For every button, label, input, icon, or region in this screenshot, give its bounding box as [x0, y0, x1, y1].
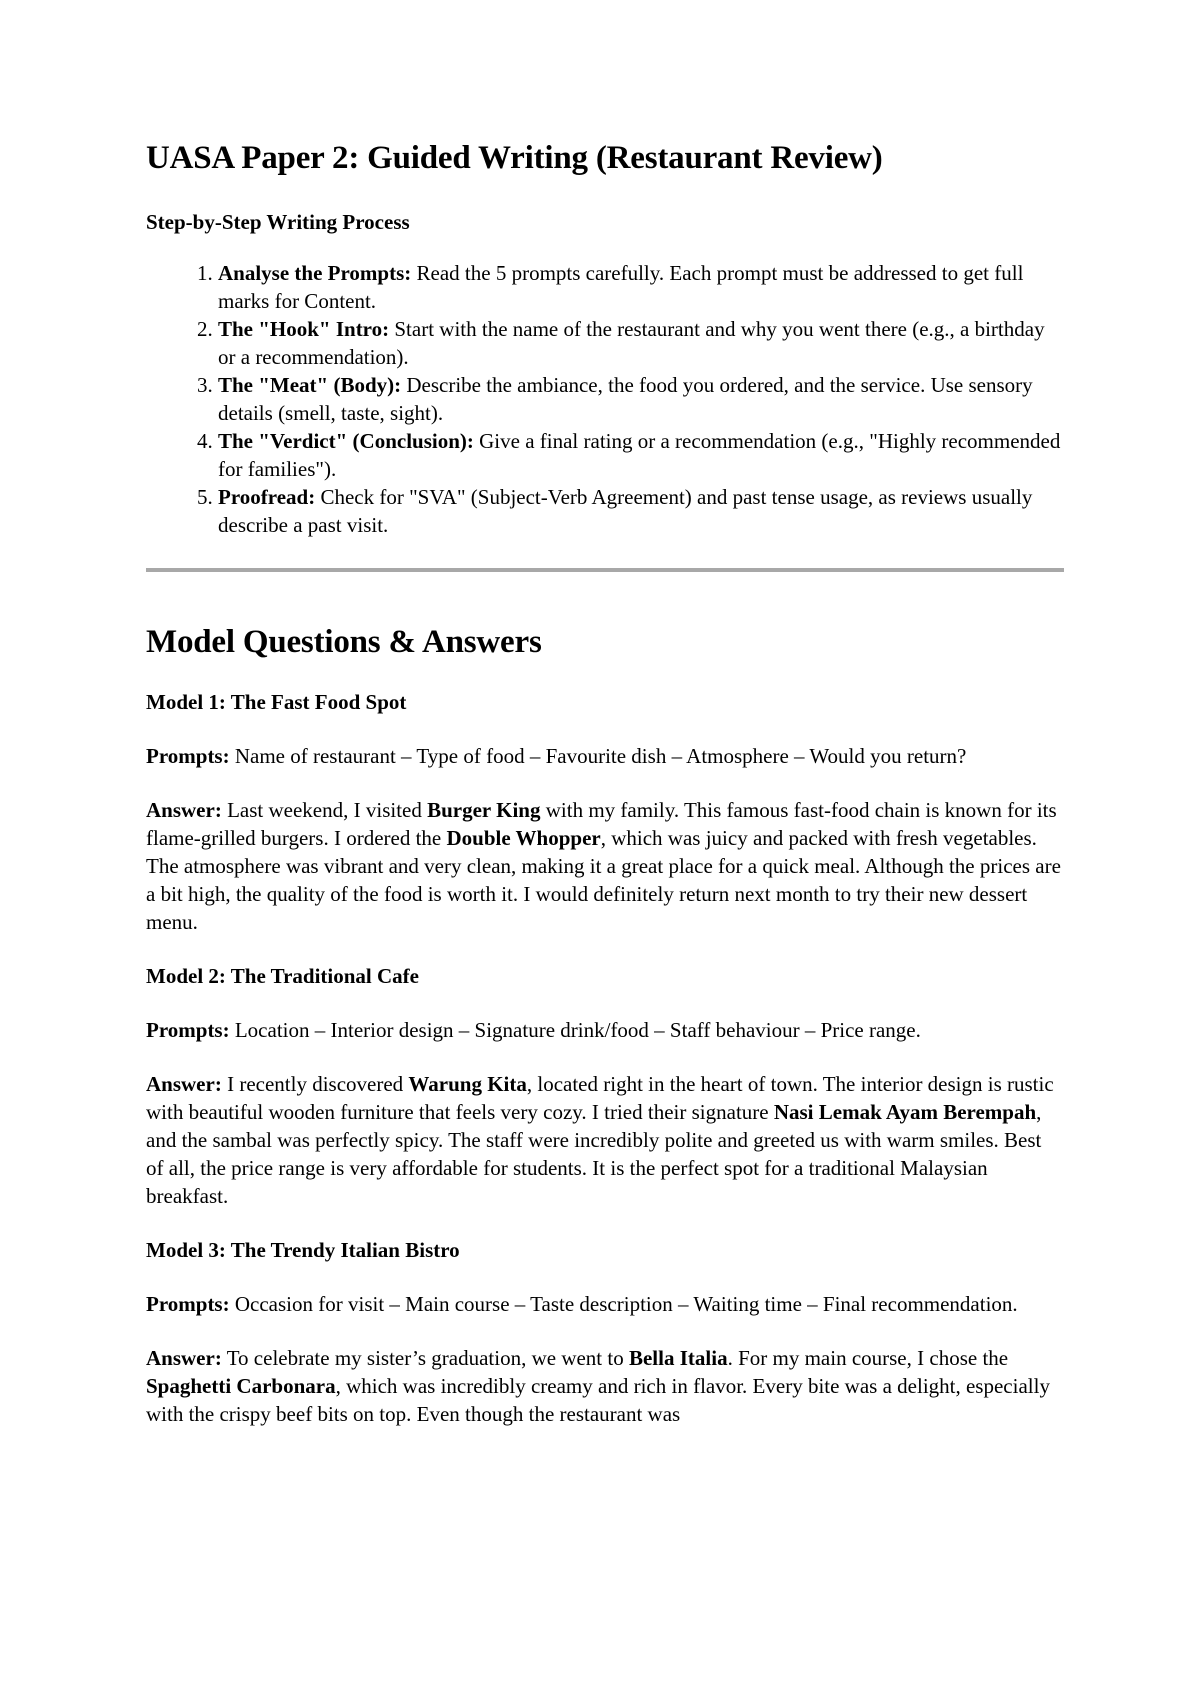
answer-text: I recently discovered	[221, 1071, 409, 1096]
process-heading: Step-by-Step Writing Process	[146, 209, 410, 234]
step-text: Describe the ambiance, the food you ordered, and the service. Use sensory details (smell, taste, sight).	[218, 372, 1033, 425]
step-text: Check for "SVA" (Subject-Verb Agreement) and past tense usage, as reviews usually describe a past visit.	[218, 484, 1033, 537]
answer-text: , located right in the heart of town. The interior design is rustic with beautiful wooden furniture that feels very cozy. I tried their signature	[146, 1071, 1054, 1124]
model-1-answer	[146, 796, 1064, 936]
step-label: The "Hook" Intro:	[218, 316, 390, 341]
list-item	[218, 371, 1064, 427]
horizontal-divider	[146, 568, 1064, 572]
answer-highlight: Nasi Lemak Ayam Berempah	[773, 1099, 1037, 1124]
answer-highlight: Bella Italia	[628, 1345, 728, 1370]
prompts-text: Name of restaurant – Type of food – Favourite dish – Atmosphere – Would you return?	[229, 743, 967, 768]
model-3-prompts	[146, 1290, 1064, 1318]
list-item	[218, 483, 1064, 539]
model-1-prompts	[146, 742, 1064, 770]
answer-text: , which was juicy and packed with fresh vegetables. The atmosphere was vibrant and very clean, making it a great place for a quick meal. Although the prices are a bit high, the quality of the food is worth it. I would definitely return next month to try their new dessert menu.	[146, 825, 1061, 934]
prompts-text: Occasion for visit – Main course – Taste description – Waiting time – Final recommendation.	[229, 1291, 1018, 1316]
step-text: Start with the name of the restaurant and why you went there (e.g., a birthday or a recommendation).	[218, 316, 1045, 369]
prompts-label: Prompts:	[146, 743, 230, 768]
model-3-answer	[146, 1344, 1064, 1428]
model-2-answer	[146, 1070, 1064, 1210]
step-text: Read the 5 prompts carefully. Each prompt must be addressed to get full marks for Content.	[218, 260, 1024, 313]
list-item	[218, 427, 1064, 483]
list-item	[218, 315, 1064, 371]
step-label: The "Meat" (Body):	[218, 372, 402, 397]
step-text: Give a final rating or a recommendation (e.g., "Highly recommended for families").	[218, 428, 1061, 481]
models-heading: Model Questions & Answers	[146, 623, 542, 660]
step-label: Analyse the Prompts:	[218, 260, 412, 285]
answer-text: , which was incredibly creamy and rich in flavor. Every bite was a delight, especially with the crispy beef bits on top. Even though the restaurant was	[146, 1373, 1050, 1426]
answer-text: Last weekend, I visited	[221, 797, 428, 822]
answer-text: To celebrate my sister’s graduation, we went to	[221, 1345, 629, 1370]
answer-highlight: Burger King	[427, 797, 541, 822]
model-1-title: Model 1: The Fast Food Spot	[146, 689, 407, 714]
model-2-title: Model 2: The Traditional Cafe	[146, 963, 419, 988]
model-3-title: Model 3: The Trendy Italian Bistro	[146, 1237, 460, 1262]
answer-highlight: Spaghetti Carbonara	[146, 1373, 336, 1398]
list-item	[218, 259, 1064, 315]
prompts-label: Prompts:	[146, 1017, 230, 1042]
prompts-label: Prompts:	[146, 1291, 230, 1316]
answer-text: with my family. This famous fast-food chain is known for its flame-grilled burgers. I ordered the	[146, 797, 1057, 850]
document-title: UASA Paper 2: Guided Writing (Restaurant Review)	[146, 140, 883, 176]
model-2-prompts	[146, 1016, 1064, 1044]
document-page	[146, 140, 1064, 1428]
process-steps-list	[146, 259, 1064, 539]
prompts-text: Location – Interior design – Signature drink/food – Staff behaviour – Price range.	[229, 1017, 921, 1042]
answer-highlight: Double Whopper	[446, 825, 601, 850]
answer-label: Answer:	[146, 1071, 222, 1096]
answer-label: Answer:	[146, 797, 222, 822]
step-label: The "Verdict" (Conclusion):	[218, 428, 474, 453]
answer-text: . For my main course, I chose the	[727, 1345, 1009, 1370]
answer-text: , and the sambal was perfectly spicy. The staff were incredibly polite and greeted us with warm smiles. Best of all, the price range is very affordable for students. It is the perfect spot for a traditional Malaysian breakfast.	[146, 1099, 1042, 1208]
answer-highlight: Warung Kita	[408, 1071, 527, 1096]
step-label: Proofread:	[218, 484, 316, 509]
answer-label: Answer:	[146, 1345, 222, 1370]
